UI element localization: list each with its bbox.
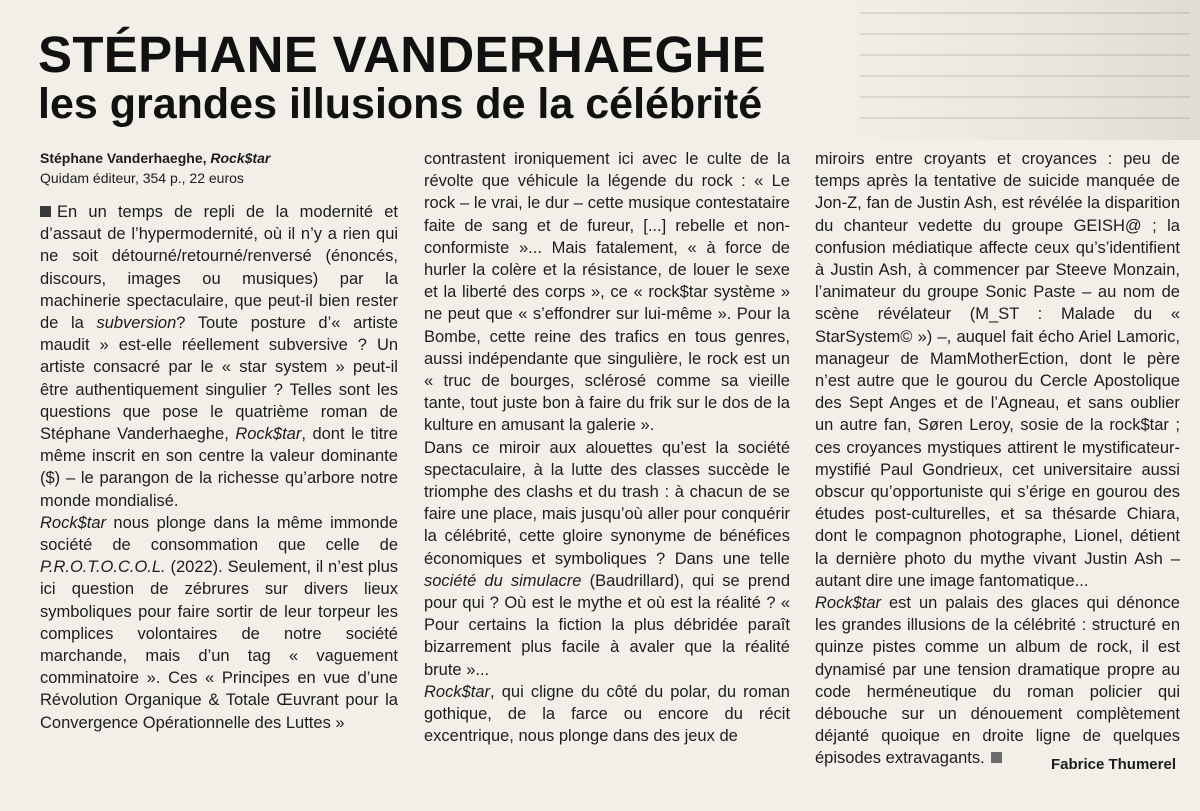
paragraph-4-cont-cont: miroirs entre croyants et croyances : peu de temps après la tentative de suicide manquée de Jon-Z, fan de Justin Ash, est révélée la disparition du chanteur vedette du groupe GEISH@ ; la confusion médiatique affecte ceux qu’s’identifient à Justin Ash, à commencer par Steeve Monzain, l’animateur du groupe Sonic Paste – au nom de scène révélateur (M_ST : Malade du « StarSystem© ») –, auquel fait écho Ariel Lamoric, manageur de MamMotherEction, dont le père n’est autre que le gourou du Cercle Apostolique des Sept Anges et de l’Agneau, et sans oublier un autre fan, Søren Leroy, sosie de la rock$tar ; ces croyances mystiques attirent le mystificateur-mystifié Paul Gondrieux, cet universitaire aussi obscur qu’opportuniste qui s’érige en gourou des études post-culturelles, et sa thésarde Chiara, dont le compagnon photographe, Lionel, détient la dernière photo du mythe vivant Justin Ash – autant dire une image fantomatique... [815,150,1181,590]
adjacent-page-lines [860,12,1190,138]
book-info [40,148,398,188]
article-title: STÉPHANE VANDERHAEGHE [38,26,766,83]
book-info-separator: , [202,150,211,166]
column-2 [424,148,790,747]
paragraph-2-cont: contrastent ironiquement ici avec le culte de la révolte que véhicule la légende du rock : « Le rock – le vrai, le dur – cette musique contestataire faite de sang et de fureur, [...] rebelle et non-conformiste »... Mais fatalement, « à force de hurler la colère et la résistance, de louer le sexe et la liberté des corps », ce « rock$tar système » ne peut que « s’effondrer sur lui-même ». Pour la Bombe, cette reine des trafics en tous genres, aussi indépendante que singulière, le rock est un « truc de bourges, sclérosé comme sa vieille tante, tout juste bon à faire du frik sur le dos de la kulture en amusant la galerie ». [424,150,791,435]
article-end-square-icon [991,752,1002,763]
section-start-square-icon [40,206,51,217]
paragraph-3-cont: Dans ce miroir aux alouettes qu’est la société spectaculaire, à la lutte des classes succède le triomphe des clashs et du trash : à chacun de se faire une place, mais jusqu’où aller pour conquérir la célébrité, cette gloire synonyme de bénéfices économiques et symboliques ? Dans une telle société du simulacre (Baudrillard), qui se prend pour qui ? Où est le mythe et où est la réalité ? « Pour certains la fiction la plus débridée paraît bizarrement plus facile à avaler que la réalité brute »... [424,438,791,679]
adjacent-page-bleed [840,0,1200,140]
paragraph-4-cont: Rock$tar, qui cligne du côté du polar, du roman gothique, de la farce ou encore du récit excentrique, nous plonge dans des jeux de [424,682,791,746]
paragraph-2: Rock$tar nous plonge dans la même immonde société de consommation que celle de P.R.O.T.O.C.O.L. (2022). Seulement, il n’est plus ici question de zébrures sur divers lieux symboliques pour faire sortir de leur torpeur les complices volontaires de notre société marchande, mais d’un tag « vaguement comminatoire ». Ces « Principes en vue d’une Révolution Organique & Totale Œuvrant pour la Convergence Opérationnelle des Luttes » [40,513,399,732]
book-title: Rock$tar [210,150,271,166]
book-publisher: Quidam éditeur, 354 p., 22 euros [40,170,244,186]
column-1 [40,148,398,734]
column-3 [815,148,1180,770]
book-author: Stéphane Vanderhaeghe [40,150,203,166]
paragraph-5-cont-cont: Rock$tar est un palais des glaces qui dénonce les grandes illusions de la célébrité : structuré en quinze pistes comme un album de rock, il est dynamisé par une tension dramatique propre au code herméneutique du roman policier qui débouche sur un dénouement complètement déjanté quoique en droite ligne de quelques épisodes extravagants. [815,594,1181,768]
article-author-signature: Fabrice Thumerel [1050,756,1176,773]
article-subtitle: les grandes illusions de la célébrité [38,80,763,128]
paragraph-1: En un temps de repli de la modernité et d’assaut de l’hypermodernité, où il n’y a rien qui ne soit détourné/retourné/renversé (énoncés, discours, images ou musiques) par la machinerie spectaculaire, que peut-il bien rester de la subversion? Toute posture d’« artiste maudit » est-elle réellement subversive ? Un artiste consacré par le « star system » peut-il être authentiquement singulier ? Telles sont les questions que pose le quatrième roman de Stéphane Vanderhaeghe, Rock$tar, dont le titre même inscrit en son centre la valeur dominante ($) – le parangon de la richesse qu’arbore notre monde mondialisé. [40,203,399,510]
